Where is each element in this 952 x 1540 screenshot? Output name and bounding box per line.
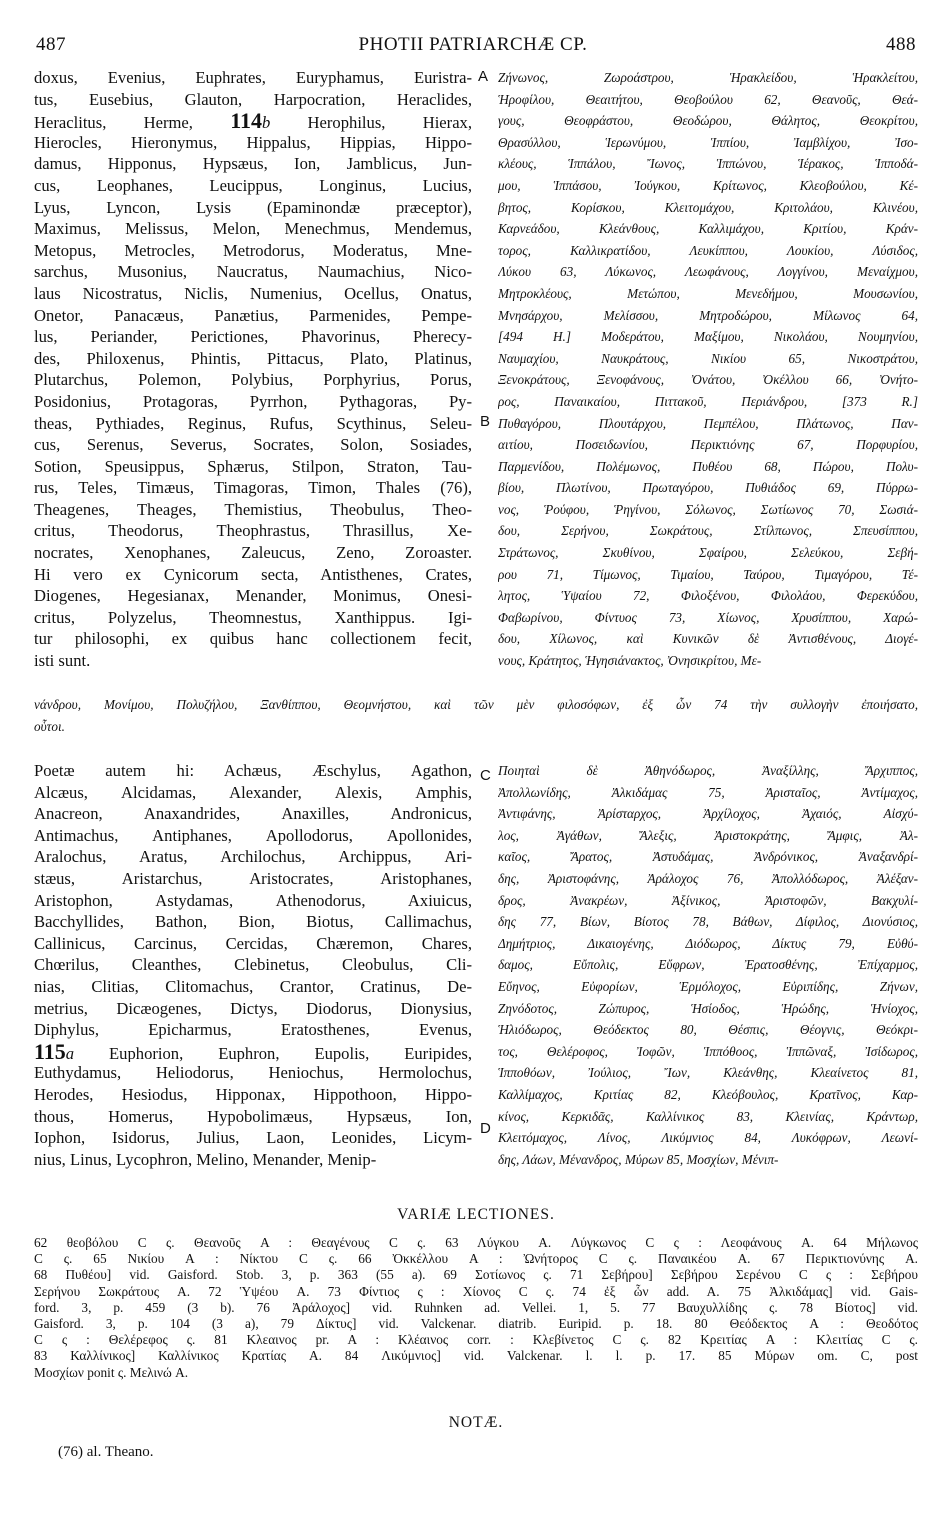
latin-line: stæus, Aristarchus, Aristocrates, Aristophanes,: [34, 868, 472, 888]
line-text: Euphorion, Euphron, Eupolis, Euripides,: [74, 1043, 472, 1063]
latin-line: Callinicus, Carcinus, Cercidas, Chæremon, Chares,: [34, 933, 472, 953]
latin-line: thous, Homerus, Hypobolimæus, Hypsæus, Ion,: [34, 1106, 472, 1126]
greek-line: κίνος, Κερκιδᾶς, Καλλίνικος 83, Κλεινίας, Κράντωρ,: [498, 1108, 918, 1124]
greek-line: καῖος, Ἄρατος, Ἀστυδάμας, Ἀνδρόνικος, Ἀναξανδρί-: [498, 849, 918, 865]
latin-line: Hi vero ex Cynicorum secta, Antisthenes, Crates,: [34, 564, 472, 584]
greek-line: Παρμενίδου, Πολέμωνος, Πυθέου 68, Πώρου, Πολυ-: [498, 458, 918, 474]
latin-line: [34, 1041, 472, 1063]
latin-line: cus, Serenus, Severus, Socrates, Solon, Sosiades,: [34, 435, 472, 455]
latin-line: tus, Eusebius, Glauton, Harpocration, Heraclides,: [34, 89, 472, 109]
greek-line: λος, Ἀγάθων, Ἄλεξις, Ἀριστοκράτης, Ἄμφις, Ἀλ-: [498, 827, 918, 843]
greek-line: μου, Ἱππάσου, Ἰούγκου, Κρίτωνος, Κλεοβούλου, Κέ-: [498, 177, 918, 193]
latin-line: Iophon, Isidorus, Julius, Laon, Leonides, Licym-: [34, 1128, 472, 1148]
latin-line: Metopus, Metrocles, Metrodorus, Moderatus, Mne-: [34, 240, 472, 260]
greek-line: Καρνεάδου, Κλεάνθους, Καλλιμάχου, Κριτίου, Κράν-: [498, 221, 918, 237]
latin-line: nius, Linus, Lycophron, Melino, Menander, Menip-: [34, 1149, 377, 1169]
latin-line: tur philosophi, ex quibus hanc collectionem fecit,: [34, 629, 472, 649]
greek-line: ρος, Παναικαίου, Πιττακοῦ, Περιάνδρου, [373 R.]: [498, 393, 918, 409]
latin-line: sarchus, Musonius, Naucratus, Naumachius, Nico-: [34, 262, 472, 282]
latin-line: damus, Hipponus, Hypsæus, Ion, Jamblicus, Jun-: [34, 154, 472, 174]
variant-reading-line: ford. 3, p. 459 (3 b). 76 Ἀράλοχος] vid. Ruhnken ad. Vellei. 1, 5. 77 Βαυχυλλίδης ς. 78 Βίοτος] vid.: [34, 1299, 918, 1315]
greek-line: Κλειτόμαχος, Λίνος, Λικύμνιος 84, Λυκόφρων, Λεωνί-: [498, 1130, 918, 1146]
latin-line: Sotion, Speusippus, Sphærus, Stilpon, Straton, Tau-: [34, 456, 472, 476]
note-76: (76) al. Theano.: [58, 1444, 154, 1460]
latin-line: critus, Theodorus, Theophrastus, Thrasillus, Xe-: [34, 521, 472, 541]
latin-line: metrius, Dicæogenes, Dictys, Diodorus, Dionysius,: [34, 998, 472, 1018]
greek-line: Πυθαγόρου, Πλουτάρχου, Πεμπέλου, Πλάτωνος, Παν-: [498, 415, 918, 431]
greek-line: Εὔηνος, Εὐφορίων, Ἑρμόλοχος, Εὐριπίδης, Ζήνων,: [498, 978, 918, 994]
greek-line: [494 H.] Μοδεράτου, Μαξίμου, Νικολάου, Νουμηνίου,: [498, 329, 918, 345]
greek-line: γους, Θεοφράστου, Θεοδώρου, Θάλητος, Θεοκρίτου,: [498, 113, 918, 129]
greek-line: νους, Κράτητος, Ἡγησιάνακτος, Ὀνησικρίτου, Με-: [498, 653, 762, 669]
greek-line: δης, Ἀριστοφάνης, Ἀράλοχος 76, Ἀπολλόδωρος, Ἀλέξαν-: [498, 870, 918, 886]
variant-reading-line: Σερήνου Σωκράτους A. 72 Ὑψέου A. 73 Φίντιος ς : Χίονος C ς. 74 ἐξ ὧν add. A. 75 Ἀλκιδάμας] vid. Gais-: [34, 1283, 918, 1299]
latin-line: nias, Clitias, Clitomachus, Crantor, Cratinus, De-: [34, 976, 472, 996]
variant-reading-line: C ς : Θελέρεφος ς. 81 Κλεαινος pr. A : Κλέαινος corr. : Κλεβίνετος C ς. 82 Κρειτίας A : Κλειτίας C ς.: [34, 1332, 918, 1348]
greek-line: δης 77, Βίων, Βίοτος 78, Βάθων, Δίφιλος, Διονύσιος,: [498, 914, 918, 930]
latin-line: Lyus, Lyncon, Lysis (Epaminondæ præceptor),: [34, 197, 472, 217]
variae-lectiones: [34, 1235, 918, 1405]
variant-reading-line: 83 Καλλίνικος] Καλλίνικος Κρατίας A. 84 Λικύμνιος] vid. Valckenar. l. l. p. 17. 85 Μύρων om. C, post: [34, 1348, 918, 1364]
greek-line: Ποιηταὶ δὲ Ἀθηνόδωρος, Ἀναξίλλης, Ἄρχιππος,: [498, 763, 918, 778]
greek-line: Ἀντιφάνης, Ἀρίσταρχος, Ἀρχίλοχος, Ἀχαιός, Αἰσχύ-: [498, 806, 918, 822]
variant-reading-line: C ς. 65 Νικίου A : Νίκτου C ς. 66 Ὀκκέλλου A : Ὠνήτορος C ς. Παναικέου A. 67 Περικτιονύνης A.: [34, 1251, 918, 1267]
latin-line: Maximus, Melissus, Melon, Menechmus, Mendemus,: [34, 219, 472, 239]
latin-line: Diphylus, Epicharmus, Eratosthenes, Evenus,: [34, 1020, 472, 1040]
greek-line: βίου, Πλωτίνου, Πρωταγόρου, Πυθιάδος 69, Πύρρω-: [498, 480, 918, 496]
greek-line: Ναυμαχίου, Ναυκράτους, Νικίου 65, Νικοστράτου,: [498, 350, 918, 366]
latin-line: nocrates, Xenophanes, Zaleucus, Zeno, Zoroaster.: [34, 543, 472, 563]
latin-line: theas, Pythiades, Reginus, Rufus, Scythinus, Seleu-: [34, 413, 472, 433]
margin-letter-c: C: [480, 767, 491, 784]
greek-line: Ζήνωνος, Ζωροάστρου, Ἡρακλείδου, Ἡρακλείτου,: [498, 70, 918, 85]
margin-letter-a: A: [478, 68, 489, 85]
variae-lectiones-heading: VARIÆ LECTIONES.: [397, 1206, 555, 1223]
line-text: Heraclitus, Herme,: [34, 113, 231, 132]
latin-line: isti sunt.: [34, 651, 91, 671]
greek-line: Ἱπποθόων, Ἰούλιος, Ἴων, Κλεάνθης, Κλεαίνετος 81,: [498, 1065, 918, 1081]
greek-line: δης, Λάων, Μένανδρος, Μύρων 85, Μοσχίων, Μένιπ-: [498, 1151, 779, 1167]
latin-line: doxus, Evenius, Euphrates, Euryphamus, Euristra-: [34, 68, 472, 87]
page-number-left: 487: [36, 34, 66, 55]
latin-line: Antimachus, Antiphanes, Apollodorus, Apollonides,: [34, 825, 472, 845]
greek-full-line: οὗτοι.: [34, 718, 65, 734]
latin-line: des, Philoxenus, Phintis, Pittacus, Plato, Platinus,: [34, 348, 472, 368]
greek-line: Μητροκλέους, Μετώπου, Μενεδήμου, Μουσωνίου,: [498, 285, 918, 301]
greek-line: Ξενοκράτους, Ξενοφάνους, Ὀνάτου, Ὀκέλλου 66, Ὀνήτο-: [498, 372, 918, 388]
greek-line: δου, Σερήνου, Σωκράτους, Στίλπωνος, Σπευσίππου,: [498, 523, 918, 539]
greek-line: δαμος, Εὔπολις, Εὔφρων, Ἐρατοσθένης, Ἐπίχαρμος,: [498, 957, 918, 973]
greek-line: Ἡλιόδωρος, Θεόδεκτος 80, Θέσπις, Θέογνις, Θεόκρι-: [498, 1022, 918, 1038]
variant-reading-line: 68 Πυθέου] vid. Gaisford. Stob. 3, p. 363 (55 a). 69 Σοτίωνος ς. 71 Σεβήρου] Σεβήρου Σερένου C ς : Σεβήρου: [34, 1267, 918, 1283]
greek-line: λητος, Ὑψαίου 72, Φιλοξένου, Φιλολάου, Φερεκύδου,: [498, 588, 918, 604]
greek-line: νος, Ῥούφου, Ῥηγίνου, Σόλωνος, Σωτίωνος 70, Σωσιά-: [498, 501, 918, 517]
latin-line: Poetæ autem hi: Achæus, Æschylus, Agathon,: [34, 761, 472, 780]
folio-number: 114: [230, 110, 262, 132]
latin-line: Theagenes, Theages, Themistius, Theobulus, Theo-: [34, 499, 472, 519]
greek-column-bottom: [498, 760, 918, 1175]
notae-heading: NOTÆ.: [448, 1414, 504, 1431]
latin-line: Plutarchus, Polemon, Polybius, Porphyrius, Porus,: [34, 370, 472, 390]
latin-line: Herodes, Hesiodus, Hipponax, Hippothoon, Hippo-: [34, 1084, 472, 1104]
greek-line: τορος, Καλλικρατίδου, Λευκίππου, Λουκίου, Λύσιδος,: [498, 242, 918, 258]
latin-line: rus, Teles, Timæus, Timagoras, Timon, Thales (76),: [34, 478, 472, 498]
latin-line: Bacchyllides, Bathon, Bion, Biotus, Callimachus,: [34, 912, 472, 932]
greek-line: κλέους, Ἱππάλου, Ἴωνος, Ἱππώνου, Ἱέρακος, Ἱπποδά-: [498, 156, 918, 172]
greek-line: βητος, Κορίσκου, Κλειτομάχου, Κριτολάου, Κλινέου,: [498, 199, 918, 215]
greek-line: Θρασύλλου, Ἱερωνύμου, Ἱππίου, Ἰαμβλίχου, Ἰσο-: [498, 134, 918, 150]
running-title: PHOTII PATRIARCHÆ CP.: [358, 34, 588, 55]
greek-line: ρου 71, Τίμωνος, Τιμαίου, Ταύρου, Τιμαγόρου, Τέ-: [498, 566, 918, 582]
latin-line: cus, Leophanes, Leucippus, Longinus, Lucius,: [34, 175, 472, 195]
folio-side: b: [261, 113, 271, 132]
latin-line: Hierocles, Hieronymus, Hippalus, Hippias, Hippo-: [34, 132, 472, 152]
variant-reading-line: 62 θεοβόλου C ς. Θεανοῦς A : Θεαγένους C ς. 63 Λύγκου A. Λύγκωνος C ς : Λεοφάνους A. 64 Μήλωνος: [34, 1235, 918, 1250]
latin-line: Diogenes, Hegesianax, Menander, Monimus, Onesi-: [34, 586, 472, 606]
folio-number: 115: [34, 1040, 66, 1063]
greek-line: τος, Θελέροφος, Ἰοφῶν, Ἱππόθοος, Ἱππῶναξ, Ἰσίδωρος,: [498, 1043, 918, 1059]
greek-full-line: νάνδρου, Μονίμου, Πολυζήλου, Ξανθίππου, Θεομνήστου, καὶ τῶν μὲν φιλοσόφων, ἐξ ὧν 74 τὴν συλλογὴν ἐποιήσατο,: [34, 697, 918, 712]
page-number-right: 488: [886, 34, 916, 55]
greek-line: δου, Χίλωνος, καὶ Κυνικῶν δὲ Ἀντισθένους, Διογέ-: [498, 631, 918, 647]
greek-line: Ἀπολλωνίδης, Ἀλκιδάμας 75, Ἀρισταῖος, Ἀντίμαχος,: [498, 784, 918, 800]
line-text: Herophilus, Hierax,: [270, 113, 472, 132]
greek-column-top: [498, 67, 918, 672]
latin-line: Anacreon, Anaxandrides, Anaxilles, Andronicus,: [34, 804, 472, 824]
latin-line: Posidonius, Protagoras, Pyrrhon, Pythagoras, Py-: [34, 391, 472, 411]
latin-line: Aralochus, Aratus, Archilochus, Archippus, Ari-: [34, 847, 472, 867]
margin-letter-d: D: [480, 1120, 491, 1137]
latin-line: Onetor, Panacæus, Panætius, Parmenides, Pempe-: [34, 305, 472, 325]
latin-line: Euthydamus, Heliodorus, Heniochus, Hermolochus,: [34, 1063, 472, 1083]
variant-reading-line: Μοσχίων ponit ς. Μελινώ A.: [34, 1364, 189, 1380]
latin-line: Chœrilus, Cleanthes, Clebinetus, Cleobulus, Cli-: [34, 955, 472, 975]
greek-line: Φαβωρίνου, Φίντυος 73, Χίωνος, Χρυσίππου, Χαρώ-: [498, 609, 918, 625]
variant-reading-line: Gaisford. 3, p. 104 (3 a), 79 Δίκτυς] vid. Valckenar. diatrib. Euripid. p. 18. 80 Θεόδεκτος A : Θεοδότος: [34, 1315, 918, 1331]
greek-line: αιτίου, Ποσειδωνίου, Περικτιόνης 67, Πορφυρίου,: [498, 437, 918, 453]
greek-full-width: [34, 694, 918, 740]
latin-line: laus Nicostratus, Niclis, Numenius, Ocellus, Onatus,: [34, 283, 472, 303]
folio-side: a: [65, 1043, 75, 1063]
latin-line: Alcæus, Alcidamas, Alexander, Alexis, Amphis,: [34, 782, 472, 802]
latin-column-bottom: [34, 760, 472, 1175]
margin-letter-b: B: [480, 413, 491, 430]
latin-line: Aristophon, Astydamas, Athenodorus, Axiuicus,: [34, 890, 472, 910]
latin-column-top: [34, 67, 472, 672]
greek-line: Ἡροφίλου, Θεαιτήτου, Θεοβούλου 62, Θεανοῦς, Θεά-: [498, 91, 918, 107]
latin-line: critus, Polyzelus, Theomnestus, Xanthippus. Igi-: [34, 607, 472, 627]
greek-line: Στράτωνος, Σκυθίνου, Σφαίρου, Σελεύκου, Σεβή-: [498, 545, 918, 561]
latin-line: lus, Periander, Perictiones, Phavorinus, Pherecy-: [34, 327, 472, 347]
greek-line: Μνησάρχου, Μελίσσου, Μητροδώρου, Μίλωνος 64,: [498, 307, 918, 323]
latin-line: [34, 110, 472, 132]
greek-line: δρος, Ἀνακρέων, Ἀξίνικος, Ἀριστοφῶν, Βακχυλί-: [498, 892, 918, 908]
greek-line: Καλλίμαχος, Κριτίας 82, Κλεόβουλος, Κρατῖνος, Καρ-: [498, 1086, 918, 1102]
greek-line: Δημήτριος, Δικαιογένης, Διόδωρος, Δίκτυς 79, Εὐθύ-: [498, 935, 918, 951]
greek-line: Ζηνόδοτος, Ζώπυρος, Ἡσίοδος, Ἡρώδης, Ἡνίοχος,: [498, 1000, 918, 1016]
greek-line: Λύκου 63, Λύκωνος, Λεωφάνους, Λογγίνου, Μεναίχμου,: [498, 264, 918, 280]
running-header: [30, 34, 916, 64]
